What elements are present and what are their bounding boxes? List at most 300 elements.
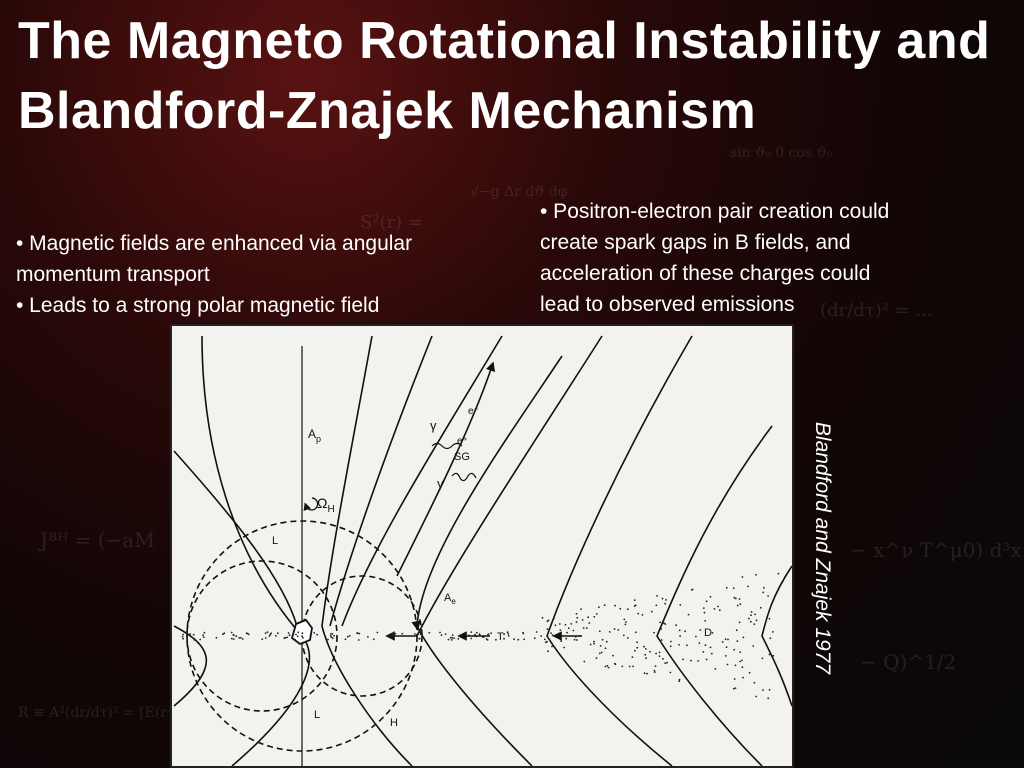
- disk-dot: [645, 657, 647, 659]
- disk-dot: [202, 634, 204, 636]
- disk-dot: [632, 656, 634, 658]
- disk-dot: [619, 608, 621, 610]
- disk-dot: [655, 665, 657, 667]
- bg-equation-5: sin ϑ₀ 0 cos ϑ₀: [730, 145, 833, 161]
- bg-equation-4: R ≡ A²(dr/dτ)² = [E(r² + a: [18, 705, 202, 721]
- disk-dot: [659, 622, 661, 624]
- disk-dot: [189, 633, 191, 635]
- field-line: [322, 336, 412, 766]
- label-t: T: [497, 631, 504, 643]
- field-line: [417, 336, 602, 636]
- disk-dot: [401, 633, 403, 635]
- disk-dot: [576, 613, 578, 615]
- disk-dot: [635, 631, 637, 633]
- left-bullet-line-1: • Magnetic fields are enhanced via angular: [16, 232, 413, 255]
- disk-dot: [570, 623, 572, 625]
- disk-dot: [193, 634, 195, 636]
- disk-dot: [448, 639, 450, 641]
- disk-dot: [651, 611, 653, 613]
- disk-dot: [277, 632, 279, 634]
- disk-dot: [508, 635, 510, 637]
- disk-dot: [182, 634, 184, 636]
- disk-dot: [735, 598, 737, 600]
- disk-dot: [684, 630, 686, 632]
- disk-dot: [566, 632, 568, 634]
- disk-dot: [596, 613, 598, 615]
- disk-dot: [476, 632, 478, 634]
- disk-dot: [288, 632, 290, 634]
- disk-dot: [719, 609, 721, 611]
- disk-dot: [231, 638, 233, 640]
- disk-dot: [231, 632, 233, 634]
- disk-dot: [551, 646, 553, 648]
- disk-dot: [302, 637, 304, 639]
- disk-dot: [655, 653, 657, 655]
- disk-dot: [699, 629, 701, 631]
- disk-dot: [267, 631, 269, 633]
- accretion-disk-dots: [182, 573, 780, 699]
- disk-dot: [714, 668, 716, 670]
- disk-dot: [750, 621, 752, 623]
- disk-dot: [743, 637, 745, 639]
- disk-dot: [547, 650, 549, 652]
- disk-dot: [289, 634, 291, 636]
- disk-dot: [542, 617, 544, 619]
- disk-dot: [617, 629, 619, 631]
- disk-dot: [565, 624, 567, 626]
- label-ae: $A_e$: [444, 592, 456, 606]
- bg-equation-7: √−g Δr dϑ dφ: [470, 184, 568, 200]
- disk-dot: [582, 619, 584, 621]
- label-e-plus: e⁺: [457, 436, 468, 447]
- disk-dot: [593, 616, 595, 618]
- label-gamma-1: γ: [430, 418, 437, 433]
- bg-equation-2: S²(r) =: [360, 212, 423, 233]
- disk-dot: [265, 632, 267, 634]
- disk-dot: [550, 632, 552, 634]
- disk-dot: [749, 672, 751, 674]
- disk-dot: [439, 632, 441, 634]
- disk-dot: [679, 635, 681, 637]
- disk-dot: [666, 662, 668, 664]
- disk-dot: [662, 658, 664, 660]
- disk-dot: [754, 682, 756, 684]
- disk-dot: [664, 603, 666, 605]
- disk-dot: [194, 639, 196, 641]
- disk-dot: [736, 629, 738, 631]
- disk-dot: [752, 645, 754, 647]
- disk-dot: [457, 638, 459, 640]
- disk-dot: [636, 641, 638, 643]
- disk-dot: [523, 633, 525, 635]
- disk-dot: [623, 635, 625, 637]
- field-line: [547, 336, 692, 766]
- disk-dot: [559, 623, 561, 625]
- disk-dot: [688, 614, 690, 616]
- disk-dot: [445, 633, 447, 635]
- disk-dot: [760, 607, 762, 609]
- disk-dot: [419, 638, 421, 640]
- disk-dot: [632, 666, 634, 668]
- disk-dot: [614, 628, 616, 630]
- disk-dot: [741, 660, 743, 662]
- disk-dot: [600, 645, 602, 647]
- disk-dot: [736, 640, 738, 642]
- disk-dot: [699, 642, 701, 644]
- disk-dot: [523, 638, 525, 640]
- disk-dot: [778, 573, 780, 575]
- disk-dot: [643, 646, 645, 648]
- disk-dot: [420, 633, 422, 635]
- disk-dot: [678, 644, 680, 646]
- disk-dot: [393, 632, 395, 634]
- disk-dot: [216, 637, 218, 639]
- disk-dot: [756, 619, 758, 621]
- disk-dot: [710, 596, 712, 598]
- disk-dot: [662, 598, 664, 600]
- disk-dot: [203, 636, 205, 638]
- disk-dot: [659, 652, 661, 654]
- disk-dot: [665, 599, 667, 601]
- disk-dot: [349, 635, 351, 637]
- label-d: D: [704, 627, 712, 639]
- disk-dot: [373, 638, 375, 640]
- field-line: [762, 566, 792, 706]
- disk-dot: [733, 649, 735, 651]
- disk-dot: [642, 614, 644, 616]
- disk-dot: [695, 636, 697, 638]
- disk-dot: [599, 653, 601, 655]
- disk-dot: [678, 680, 680, 682]
- disk-dot: [763, 587, 765, 589]
- disk-dot: [583, 661, 585, 663]
- disk-dot: [748, 618, 750, 620]
- disk-dot: [726, 587, 728, 589]
- disk-dot: [546, 641, 548, 643]
- disk-dot: [656, 595, 658, 597]
- disk-dot: [453, 637, 455, 639]
- disk-dot: [629, 666, 631, 668]
- disk-dot: [714, 608, 716, 610]
- right-bullet-line-1: • Positron-electron pair creation could: [540, 200, 890, 223]
- disk-dot: [294, 639, 296, 641]
- disk-dot: [697, 660, 699, 662]
- disk-dot: [233, 638, 235, 640]
- label-omega-h: $\Omega_H$: [317, 495, 335, 515]
- disk-dot: [612, 655, 614, 657]
- disk-dot: [762, 658, 764, 660]
- disk-dot: [576, 617, 578, 619]
- disk-dot: [377, 632, 379, 634]
- disk-dot: [474, 634, 476, 636]
- disk-dot: [388, 636, 390, 638]
- disk-dot: [739, 661, 741, 663]
- label-l-upper: L: [272, 535, 279, 547]
- disk-dot: [486, 638, 488, 640]
- right-bullet-line-2: create spark gaps in B fields, and: [540, 231, 851, 254]
- field-line: [174, 451, 297, 626]
- disk-dot: [588, 622, 590, 624]
- disk-dot: [599, 630, 601, 632]
- disk-dot: [270, 632, 272, 634]
- disk-dot: [450, 637, 452, 639]
- disk-dot: [706, 659, 708, 661]
- disk-dot: [670, 672, 672, 674]
- disk-dot: [722, 641, 724, 643]
- disk-dot: [507, 631, 509, 633]
- disk-dot: [186, 631, 188, 633]
- rotation-arrow-icon: [306, 498, 318, 510]
- disk-dot: [602, 639, 604, 641]
- disk-dot: [475, 636, 477, 638]
- blandford-znajek-figure: [170, 324, 794, 768]
- disk-dot: [605, 647, 607, 649]
- disk-dot: [451, 637, 453, 639]
- disk-dot: [182, 636, 184, 638]
- disk-dot: [574, 639, 576, 641]
- disk-dot: [705, 644, 707, 646]
- disk-dot: [199, 639, 201, 641]
- right-bullet-line-3: acceleration of these charges could: [540, 262, 871, 285]
- disk-dot: [233, 634, 235, 636]
- disk-dot: [547, 620, 549, 622]
- disk-dot: [204, 632, 206, 634]
- disk-dot: [235, 635, 237, 637]
- disk-dot: [604, 604, 606, 606]
- disk-dot: [679, 604, 681, 606]
- disk-dot: [414, 633, 416, 635]
- disk-dot: [332, 633, 334, 635]
- disk-dot: [769, 618, 771, 620]
- disk-dot: [634, 599, 636, 601]
- disk-dot: [772, 655, 774, 657]
- disk-dot: [356, 632, 358, 634]
- disk-dot: [733, 587, 735, 589]
- disk-dot: [702, 651, 704, 653]
- disk-dot: [333, 635, 335, 637]
- disk-dot: [755, 574, 757, 576]
- label-e-minus: e⁻: [468, 406, 479, 417]
- disk-dot: [670, 645, 672, 647]
- disk-dot: [565, 638, 567, 640]
- disk-dot: [725, 638, 727, 640]
- disk-dot: [242, 638, 244, 640]
- disk-dot: [559, 629, 561, 631]
- disk-dot: [452, 634, 454, 636]
- disk-dot: [739, 651, 741, 653]
- disk-dot: [358, 633, 360, 635]
- disk-dot: [275, 635, 277, 637]
- disk-dot: [583, 627, 585, 629]
- disk-dot: [261, 638, 263, 640]
- disk-dot: [488, 633, 490, 635]
- disk-dot: [710, 647, 712, 649]
- field-line-diagram: [172, 326, 792, 766]
- disk-dot: [769, 689, 771, 691]
- label-gamma-2: γ: [437, 476, 444, 491]
- right-bullet-line-4: lead to observed emissions: [540, 293, 795, 316]
- disk-dot: [645, 648, 647, 650]
- disk-dot: [579, 635, 581, 637]
- disk-dot: [332, 637, 334, 639]
- disk-dot: [767, 595, 769, 597]
- inner-dashed-circle: [187, 561, 337, 711]
- disk-dot: [536, 631, 538, 633]
- disk-dot: [614, 605, 616, 607]
- disk-dot: [395, 633, 397, 635]
- disk-dot: [316, 634, 318, 636]
- disk-dot: [737, 605, 739, 607]
- disk-dot: [468, 634, 470, 636]
- slide-title: The Magneto Rotational Instability and Blandford-Znajek Mechanism: [18, 12, 991, 141]
- disk-dot: [753, 623, 755, 625]
- disk-dot: [608, 667, 610, 669]
- disk-dot: [634, 650, 636, 652]
- disk-dot: [563, 647, 565, 649]
- bg-equation-8: − Q)^1/2: [860, 650, 957, 674]
- disk-dot: [391, 635, 393, 637]
- disk-dot: [691, 589, 693, 591]
- disk-dot: [644, 654, 646, 656]
- disk-dot: [682, 659, 684, 661]
- disk-dot: [590, 644, 592, 646]
- disk-dot: [601, 652, 603, 654]
- disk-dot: [283, 637, 285, 639]
- disk-dot: [573, 630, 575, 632]
- disk-dot: [762, 689, 764, 691]
- disk-dot: [742, 666, 744, 668]
- disk-dot: [772, 631, 774, 633]
- disk-dot: [621, 666, 623, 668]
- disk-dot: [727, 664, 729, 666]
- disk-dot: [182, 638, 184, 640]
- disk-dot: [428, 632, 430, 634]
- disk-dot: [441, 634, 443, 636]
- disk-dot: [605, 666, 607, 668]
- disk-dot: [659, 655, 661, 657]
- disk-dot: [627, 608, 629, 610]
- disk-dot: [769, 654, 771, 656]
- disk-dot: [586, 627, 588, 629]
- disk-dot: [345, 638, 347, 640]
- disk-dot: [555, 624, 557, 626]
- label-ap: $A_p$: [308, 427, 322, 444]
- disk-dot: [627, 637, 629, 639]
- disk-dot: [460, 634, 462, 636]
- disk-dot: [248, 634, 250, 636]
- disk-dot: [739, 622, 741, 624]
- disk-dot: [739, 603, 741, 605]
- disk-dot: [754, 614, 756, 616]
- disk-dot: [664, 662, 666, 664]
- disk-dot: [636, 647, 638, 649]
- disk-dot: [755, 696, 757, 698]
- disk-dot: [690, 660, 692, 662]
- disk-dot: [313, 632, 315, 634]
- disk-dot: [747, 586, 749, 588]
- disk-dot: [661, 639, 663, 641]
- disk-dot: [675, 624, 677, 626]
- disk-dot: [686, 644, 688, 646]
- disk-dot: [750, 614, 752, 616]
- disk-dot: [297, 636, 299, 638]
- disk-dot: [711, 653, 713, 655]
- field-line: [342, 336, 502, 626]
- disk-dot: [238, 637, 240, 639]
- disk-dot: [540, 635, 542, 637]
- bg-equation-6: (dr/dτ)² = ...: [820, 300, 933, 321]
- disk-dot: [576, 621, 578, 623]
- disk-dot: [762, 592, 764, 594]
- disk-dot: [679, 679, 681, 681]
- disk-dot: [649, 651, 651, 653]
- disk-dot: [679, 630, 681, 632]
- disk-dot: [593, 641, 595, 643]
- disk-dot: [598, 606, 600, 608]
- disk-dot: [717, 606, 719, 608]
- disk-dot: [295, 634, 297, 636]
- disk-dot: [470, 638, 472, 640]
- disk-dot: [733, 688, 735, 690]
- disk-dot: [580, 608, 582, 610]
- disk-dot: [240, 637, 242, 639]
- disk-dot: [576, 639, 578, 641]
- disk-dot: [653, 632, 655, 634]
- disk-dot: [593, 643, 595, 645]
- disk-dot: [660, 628, 662, 630]
- disk-dot: [704, 612, 706, 614]
- disk-dot: [391, 633, 393, 635]
- disk-dot: [552, 634, 554, 636]
- disk-dot: [222, 633, 224, 635]
- disk-dot: [706, 600, 708, 602]
- disk-dot: [301, 635, 303, 637]
- disk-dot: [265, 637, 267, 639]
- label-l-lower: L: [314, 709, 321, 721]
- figure-caption: Blandford and Znajek 1977: [811, 421, 834, 675]
- disk-dot: [587, 616, 589, 618]
- disk-dot: [726, 646, 728, 648]
- disk-dot: [544, 639, 546, 641]
- disk-dot: [654, 671, 656, 673]
- disk-dot: [286, 637, 288, 639]
- disk-dot: [336, 637, 338, 639]
- disk-dot: [623, 619, 625, 621]
- disk-dot: [302, 632, 304, 634]
- disk-dot: [634, 605, 636, 607]
- disk-dot: [358, 639, 360, 641]
- disk-dot: [490, 632, 492, 634]
- disk-dot: [703, 607, 705, 609]
- right-bullet-list: [540, 196, 1010, 320]
- disk-dot: [560, 640, 562, 642]
- bg-equation-1: Jᴮᴴ = (−aM: [40, 528, 155, 552]
- disk-dot: [367, 636, 369, 638]
- disk-dot: [479, 633, 481, 635]
- disk-dot: [606, 641, 608, 643]
- disk-dot: [704, 620, 706, 622]
- disk-dot: [727, 639, 729, 641]
- left-bullet-line-3: • Leads to a strong polar magnetic field: [16, 294, 380, 317]
- disk-dot: [735, 687, 737, 689]
- disk-dot: [568, 627, 570, 629]
- disk-dot: [507, 633, 509, 635]
- disk-dot: [637, 613, 639, 615]
- disk-dot: [769, 637, 771, 639]
- disk-dot: [735, 665, 737, 667]
- disk-dot: [655, 605, 657, 607]
- disk-dot: [513, 638, 515, 640]
